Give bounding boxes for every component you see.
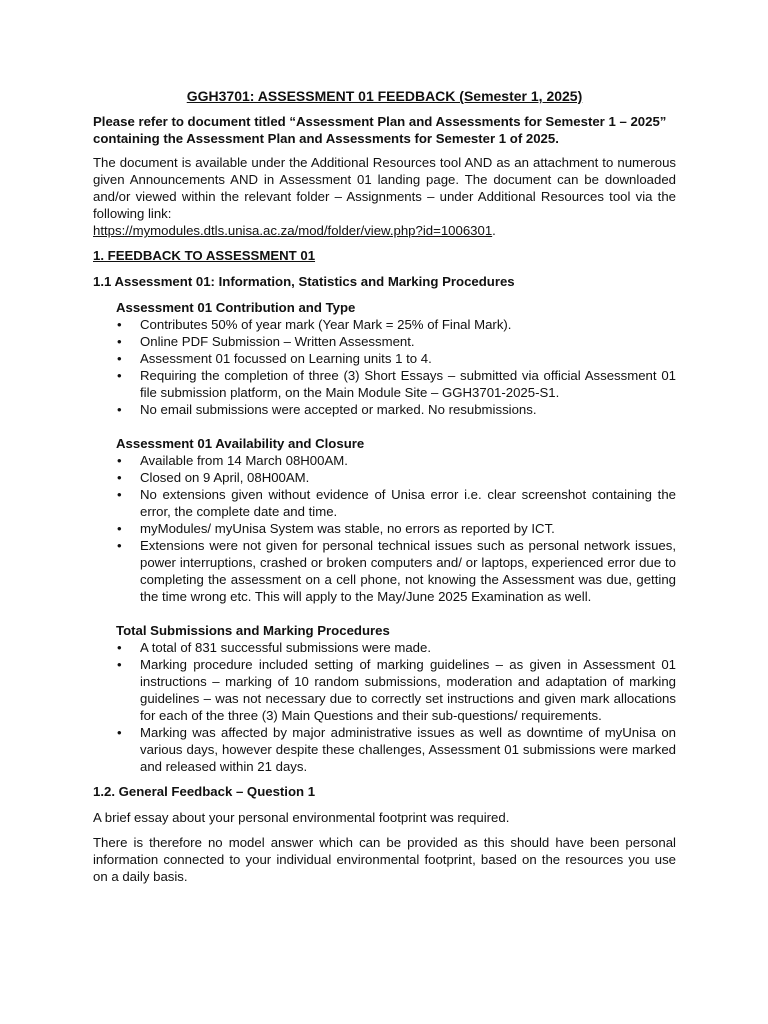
list-item: • A total of 831 successful submissions were made. [116,639,676,656]
document-title: GGH3701: ASSESSMENT 01 FEEDBACK (Semester 1, 2025) [186,88,583,104]
list-item: • Marking procedure included setting of marking guidelines – as given in Assessment 01 instructions – marking of 10 random submissions, moderation and adaptation of marking guidelines – was not necessary due to correctly set instructions and given mark allocations for each of the three (3) Main Questions and their sub-questions/ requirements. [116,656,676,724]
intro-notice: Please refer to document titled “Assessment Plan and Assessments for Semester 1 – 2025” containing the Assessment Plan and Assessments for Semester 1 of 2025. [93,114,667,146]
list-item: • Requiring the completion of three (3) Short Essays – submitted via official Assessment 01 file submission platform, on the Main Module Site – GGH3701-2025-S1. [116,367,676,401]
q1-paragraph-2: There is therefore no model answer which can be provided as this should have been personal information connected to your individual environmental footprint, based on the resources you use on a daily basis. [93,835,676,884]
list-item: • Closed on 9 April, 08H00AM. [116,469,676,486]
link-suffix: . [492,223,496,238]
section-1-heading: 1. FEEDBACK TO ASSESSMENT 01 [93,248,316,263]
section-1-1-heading: 1.1 Assessment 01: Information, Statistics and Marking Procedures [93,274,515,289]
list-item: • Marking was affected by major administrative issues as well as downtime of myUnisa on various days, however despite these challenges, Assessment 01 submissions were marked and released within 21 days. [116,724,676,775]
list-item: • No email submissions were accepted or marked. No resubmissions. [116,401,676,418]
q1-paragraph-1: A brief essay about your personal environmental footprint was required. [93,810,510,825]
intro-link-line [93,222,676,239]
list-item: • Assessment 01 focussed on Learning units 1 to 4. [116,350,676,367]
list-item: • Extensions were not given for personal technical issues such as personal network issues, power interruptions, crashed or broken computers and/ or laptops, experienced error due to completing the assessment on a cell phone, not knowing the Assessment was due, getting the time wrong etc. This will apply to the May/June 2025 Examination as well. [116,537,676,605]
contribution-block [116,299,676,775]
list-item: • Available from 14 March 08H00AM. [116,452,676,469]
submissions-heading: Total Submissions and Marking Procedures [116,623,390,638]
availability-list [116,452,676,605]
contribution-list [116,316,676,418]
list-item: • myModules/ myUnisa System was stable, no errors as reported by ICT. [116,520,676,537]
intro-paragraph [93,154,676,222]
intro-text: The document is available under the Additional Resources tool AND as an attachment to numerous given Announcements AND in Assessment 01 landing page. The document can be downloaded and/or viewed within the relevant folder – Assignments – under Additional Resources tool via the following link: [93,155,676,221]
submissions-list [116,639,676,775]
list-item: • No extensions given without evidence of Unisa error i.e. clear screenshot containing the error, the complete date and time. [116,486,676,520]
resources-link[interactable]: https://mymodules.dtls.unisa.ac.za/mod/folder/view.php?id=1006301 [93,223,493,238]
section-1-2-heading: 1.2. General Feedback – Question 1 [93,784,316,799]
contribution-heading: Assessment 01 Contribution and Type [116,300,356,315]
availability-heading: Assessment 01 Availability and Closure [116,436,365,451]
list-item: • Online PDF Submission – Written Assessment. [116,333,676,350]
list-item: • Contributes 50% of year mark (Year Mark = 25% of Final Mark). [116,316,676,333]
